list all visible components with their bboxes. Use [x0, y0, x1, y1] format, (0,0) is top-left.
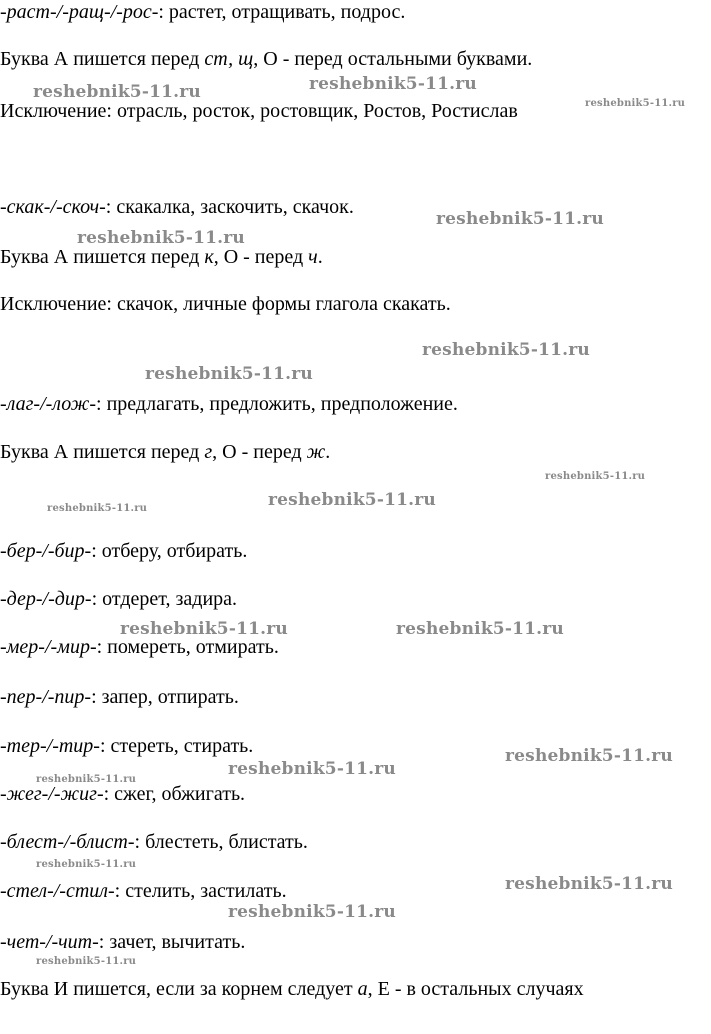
root-per-line: [0, 685, 239, 709]
watermark: reshebnik5-11.ru: [77, 228, 245, 248]
rule-italic: а: [357, 978, 368, 1000]
root-blest-line: [0, 830, 308, 854]
watermark: reshebnik5-11.ru: [47, 503, 148, 514]
root-examples: : растет, отращивать, подрос.: [158, 1, 406, 23]
rule-text-end: .: [317, 246, 323, 268]
rule-lag-line: [0, 440, 330, 464]
watermark: reshebnik5-11.ru: [545, 471, 646, 482]
root-ter-line: [0, 734, 253, 758]
rule-italic: г: [204, 441, 213, 463]
root-examples: : сжег, обжигать.: [103, 783, 246, 805]
watermark: reshebnik5-11.ru: [36, 956, 137, 967]
watermark: reshebnik5-11.ru: [228, 759, 396, 779]
root-term: -пер-/-пир-: [0, 686, 92, 708]
watermark: reshebnik5-11.ru: [33, 82, 201, 102]
root-examples: : отдерет, задира.: [91, 588, 238, 610]
root-examples: : блестеть, блистать.: [134, 831, 308, 853]
root-term: -скак-/-скоч-: [0, 196, 106, 218]
rule-text: Буква А пишется перед: [0, 441, 205, 463]
root-term: -бер-/-бир-: [0, 540, 92, 562]
root-examples: : помереть, отмирать.: [96, 636, 279, 658]
root-term: -блест-/-блист-: [0, 831, 135, 853]
root-examples: : зачет, вычитать.: [98, 931, 246, 953]
exception-skak-line: Исключение: скачок, личные формы глагола скакать.: [0, 293, 451, 315]
watermark: reshebnik5-11.ru: [228, 902, 396, 922]
watermark: reshebnik5-11.ru: [36, 774, 137, 785]
root-term: -стел-/-стил-: [0, 880, 115, 902]
rule-rast-line: [0, 47, 532, 71]
root-examples: : отберу, отбирать.: [91, 540, 248, 562]
root-examples: : скакалка, заскочить, скачок.: [105, 196, 354, 218]
rule-text-mid: , Е - в остальных случаях: [367, 978, 584, 1000]
root-examples: : предлагать, предложить, предположение.: [96, 393, 458, 415]
rule-i-e-line: [0, 977, 584, 1001]
watermark: reshebnik5-11.ru: [145, 364, 313, 384]
rule-italic: ст, щ: [204, 48, 254, 70]
rule-italic: ж: [306, 441, 326, 463]
rule-text-mid: , О - перед остальными буквами.: [253, 48, 533, 70]
root-examples: : стереть, стирать.: [99, 735, 254, 757]
root-lag-line: [0, 392, 458, 416]
root-term: -раст-/-ращ-/-рос-: [0, 1, 159, 23]
watermark: reshebnik5-11.ru: [268, 490, 436, 510]
exception-rast-line: Исключение: отрасль, росток, ростовщик, Ростов, Ростислав: [0, 100, 518, 122]
watermark: reshebnik5-11.ru: [585, 98, 686, 109]
rule-text: Буква И пишется, если за корнем следует: [0, 978, 358, 1000]
watermark: reshebnik5-11.ru: [36, 859, 137, 870]
watermark: reshebnik5-11.ru: [396, 619, 564, 639]
root-term: -дер-/-дир-: [0, 588, 92, 610]
root-examples: : запер, отпирать.: [91, 686, 239, 708]
root-rast-line: [0, 0, 405, 24]
root-skak-line: [0, 195, 354, 219]
watermark: reshebnik5-11.ru: [436, 209, 604, 229]
root-term: -жег-/-жиг-: [0, 783, 104, 805]
root-examples: : стелить, застилать.: [114, 880, 287, 902]
root-der-line: [0, 587, 237, 611]
watermark: reshebnik5-11.ru: [422, 340, 590, 360]
rule-text-end: .: [325, 441, 331, 463]
rule-italic: к: [204, 246, 214, 268]
watermark: reshebnik5-11.ru: [505, 874, 673, 894]
watermark: reshebnik5-11.ru: [120, 619, 288, 639]
root-term: -лаг-/-лож-: [0, 393, 97, 415]
watermark: reshebnik5-11.ru: [505, 746, 673, 766]
root-term: -мер-/-мир-: [0, 636, 97, 658]
watermark: reshebnik5-11.ru: [309, 74, 477, 94]
rule-text-mid: , О - перед: [213, 246, 309, 268]
root-term: -чет-/-чит-: [0, 931, 99, 953]
rule-text: Буква А пишется перед: [0, 48, 205, 70]
root-ber-line: [0, 539, 247, 563]
rule-text: Буква А пишется перед: [0, 246, 205, 268]
rule-italic: ч: [308, 246, 318, 268]
root-term: -тер-/-тир-: [0, 735, 100, 757]
rule-text-mid: , О - перед: [212, 441, 307, 463]
